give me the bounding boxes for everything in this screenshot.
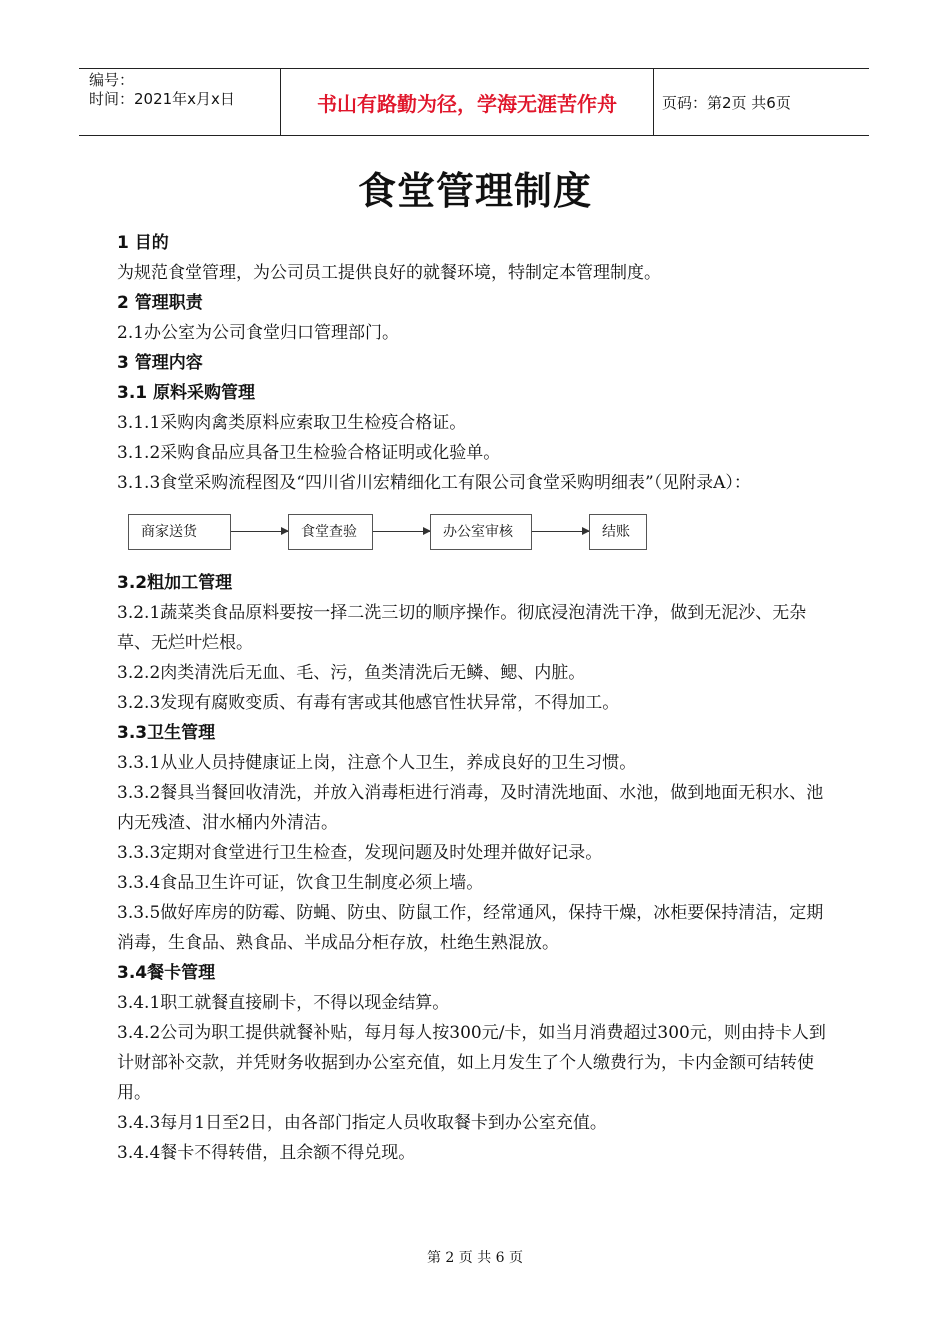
paragraph: 3.3.2餐具当餐回收清洗，并放入消毒柜进行消毒，及时清洗地面、水池，做到地面无积水、池内无残渣、泔水桶内外清洁。 [117, 783, 824, 833]
section-heading: 2 管理职责 [117, 293, 203, 313]
section-heading: 1 目的 [117, 233, 169, 253]
paragraph: 3.4.3每月1日至2日，由各部门指定人员收取餐卡到办公室充值。 [117, 1113, 607, 1133]
flow-step-settlement: 结账 [589, 514, 647, 550]
paragraph: 3.4.2公司为职工提供就餐补贴，每月每人按300元/卡，如当月消费超过300元，则由持卡人到计财部补交款，并凭财务收据到办公室充值，如上月发生了个人缴费行为，卡内金额可结转使用。 [117, 1023, 826, 1103]
section-heading: 3 管理内容 [117, 353, 203, 373]
page-header [79, 68, 869, 136]
document-body [117, 228, 837, 1168]
document-number-label: 编号： [89, 71, 135, 89]
paragraph: 2.1办公室为公司食堂归口管理部门。 [117, 323, 400, 343]
paragraph: 3.1.3食堂采购流程图及“四川省川宏精细化工有限公司食堂采购明细表”（见附录A）： [117, 473, 751, 493]
flow-arrow [373, 531, 430, 532]
subsection-heading: 3.2粗加工管理 [117, 573, 233, 593]
page-footer: 第 2 页 共 6 页 [426, 1250, 524, 1266]
subsection-heading: 3.3卫生管理 [117, 723, 216, 743]
header-page-number: 页码：第2页 共6页 [662, 93, 791, 112]
paragraph: 3.3.5做好库房的防霉、防蝇、防虫、防鼠工作，经常通风，保持干燥，冰柜要保持清洁，定期消毒，生食品、熟食品、半成品分柜存放，杜绝生熟混放。 [117, 903, 824, 953]
paragraph: 3.2.2肉类清洗后无血、毛、污，鱼类清洗后无鳞、鳃、内脏。 [117, 663, 586, 683]
paragraph: 3.1.2采购食品应具备卫生检验合格证明或化验单。 [117, 443, 501, 463]
flow-step-office-review: 办公室审核 [430, 514, 532, 550]
paragraph: 3.2.3发现有腐败变质、有毒有害或其他感官性状异常，不得加工。 [117, 693, 620, 713]
flow-step-inspection: 食堂查验 [288, 514, 373, 550]
flow-arrow [231, 531, 288, 532]
header-meta [79, 69, 281, 135]
header-motto: 书山有路勤为径，学海无涯苦作舟 [281, 69, 654, 135]
paragraph: 3.4.1职工就餐直接刷卡，不得以现金结算。 [117, 993, 450, 1013]
document-title: 食堂管理制度 [357, 169, 592, 213]
flow-arrow [532, 531, 589, 532]
paragraph: 3.3.1从业人员持健康证上岗，注意个人卫生，养成良好的卫生习惯。 [117, 753, 637, 773]
subsection-heading: 3.4餐卡管理 [117, 963, 216, 983]
flow-step-delivery: 商家送货 [128, 514, 231, 550]
subsection-heading: 3.1 原料采购管理 [117, 383, 256, 403]
document-time-label: 时间：2021年x月x日 [89, 90, 235, 108]
paragraph: 3.4.4餐卡不得转借，且余额不得兑现。 [117, 1143, 416, 1163]
paragraph: 为规范食堂管理，为公司员工提供良好的就餐环境，特制定本管理制度。 [117, 263, 661, 283]
paragraph: 3.3.3定期对食堂进行卫生检查，发现问题及时处理并做好记录。 [117, 843, 603, 863]
paragraph: 3.3.4食品卫生许可证，饮食卫生制度必须上墙。 [117, 873, 484, 893]
paragraph: 3.1.1采购肉禽类原料应索取卫生检疫合格证。 [117, 413, 467, 433]
paragraph: 3.2.1蔬菜类食品原料要按一择二洗三切的顺序操作。彻底浸泡清洗干净，做到无泥沙、无杂草、无烂叶烂根。 [117, 603, 807, 653]
purchase-flowchart [117, 504, 837, 564]
